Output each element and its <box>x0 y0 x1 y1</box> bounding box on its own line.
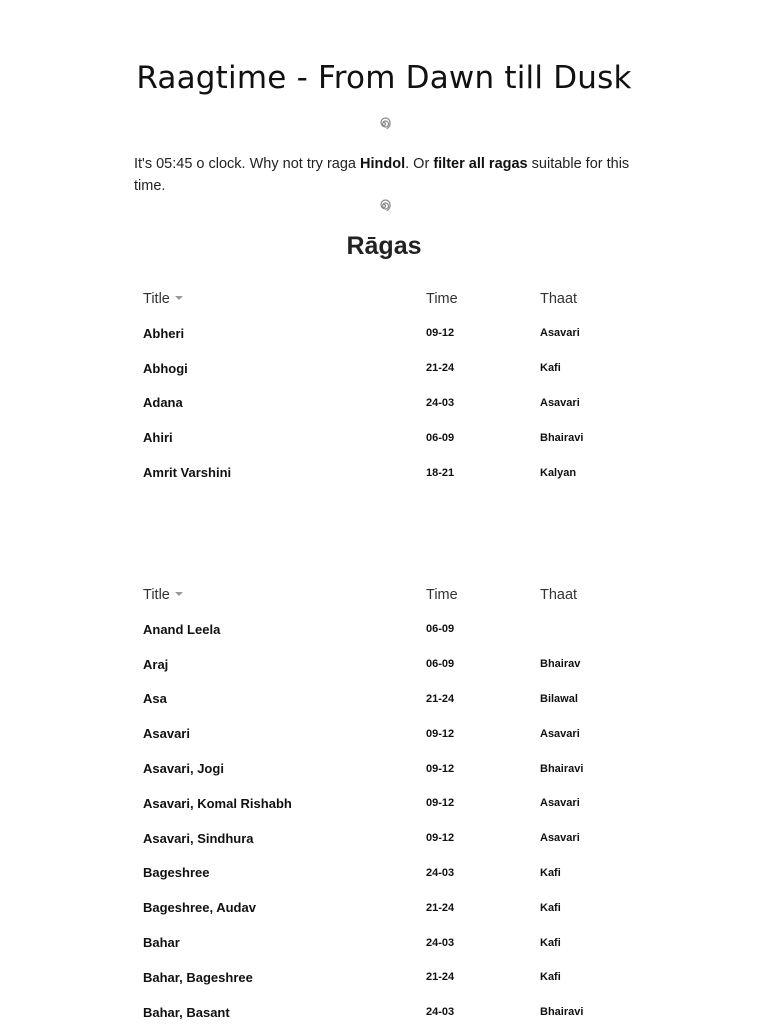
intro-text <box>134 153 654 197</box>
table-row[interactable] <box>143 856 643 891</box>
raga-time-cell: 06-09 <box>426 623 455 636</box>
title-column-header[interactable] <box>143 282 426 316</box>
raga-time-cell: 24-03 <box>426 1006 455 1019</box>
raga-thaat-cell: Asavari <box>540 797 580 810</box>
raga-thaat-cell: Kafi <box>540 362 561 375</box>
title-header-label: Title <box>143 291 170 307</box>
thaat-column-header[interactable]: Thaat <box>540 291 578 307</box>
raga-time-cell: 24-03 <box>426 396 455 409</box>
raga-time-cell: 09-12 <box>426 327 455 340</box>
table-header-row <box>143 282 643 316</box>
raga-thaat-cell: Bhairavi <box>540 431 584 444</box>
raga-title-cell[interactable]: Bageshree <box>143 865 210 881</box>
raga-thaat-cell: Asavari <box>540 727 580 740</box>
title-header-label: Title <box>143 587 170 603</box>
raga-time-cell: 09-12 <box>426 832 455 845</box>
time-column-header[interactable]: Time <box>426 291 458 307</box>
raga-title-cell[interactable]: Araj <box>143 656 169 672</box>
raga-title-cell[interactable]: Bageshree, Audav <box>143 900 256 916</box>
table-row[interactable] <box>143 612 643 647</box>
raga-time-cell: 06-09 <box>426 658 455 671</box>
raga-time-cell: 21-24 <box>426 901 455 914</box>
thaat-column-header[interactable]: Thaat <box>540 587 578 603</box>
raga-title-cell[interactable]: Anand Leela <box>143 621 221 637</box>
raga-title-cell[interactable]: Asavari, Sindhura <box>143 830 254 846</box>
raga-thaat-cell: Kalyan <box>540 466 577 479</box>
sort-caret-icon <box>175 296 183 300</box>
raga-title-cell[interactable]: Amrit Varshini <box>143 465 232 481</box>
raga-thaat-cell: Kafi <box>540 936 561 949</box>
table-row[interactable] <box>143 351 643 386</box>
raga-title-cell[interactable]: Asavari <box>143 726 190 742</box>
site-title: Raagtime - From Dawn till Dusk <box>136 60 632 96</box>
table-row[interactable] <box>143 682 643 717</box>
raga-time-cell: 24-03 <box>426 936 455 949</box>
table-row[interactable] <box>143 386 643 421</box>
raga-title-cell[interactable]: Ahiri <box>143 430 173 446</box>
raga-time-cell: 09-12 <box>426 727 455 740</box>
raga-thaat-cell: Bhairav <box>540 658 581 671</box>
ragas-table-1 <box>143 282 643 490</box>
raga-time-cell: 21-24 <box>426 692 455 705</box>
time-column-header[interactable]: Time <box>426 587 458 603</box>
table-row[interactable] <box>143 890 643 925</box>
raga-time-cell: 06-09 <box>426 431 455 444</box>
raga-title-cell[interactable]: Bahar, Bageshree <box>143 969 253 985</box>
raga-time-cell: 24-03 <box>426 866 455 879</box>
table-row[interactable] <box>143 821 643 856</box>
table-row[interactable] <box>143 647 643 682</box>
raga-title-cell[interactable]: Bahar, Basant <box>143 1004 230 1020</box>
swirl-divider-icon <box>374 114 394 134</box>
raga-title-cell[interactable]: Bahar <box>143 935 180 951</box>
title-column-header[interactable] <box>143 578 426 612</box>
intro-suffix: suitable for this time. <box>134 156 630 194</box>
intro-prefix: It's 05:45 o clock. Why not try raga <box>134 156 361 172</box>
table-row[interactable] <box>143 925 643 960</box>
raga-title-cell[interactable]: Asa <box>143 691 167 707</box>
section-title: Rāgas <box>346 232 422 260</box>
raga-thaat-cell: Kafi <box>540 971 561 984</box>
table-row[interactable] <box>143 316 643 351</box>
swirl-divider-icon <box>374 196 394 216</box>
table-row[interactable] <box>143 786 643 821</box>
table-header-row <box>143 578 643 612</box>
table-row[interactable] <box>143 751 643 786</box>
raga-time-cell: 21-24 <box>426 971 455 984</box>
table-row[interactable] <box>143 420 643 455</box>
raga-time-cell: 21-24 <box>426 362 455 375</box>
raga-title-cell[interactable]: Asavari, Jogi <box>143 761 224 777</box>
intro-middle: . Or <box>405 156 434 172</box>
sort-caret-icon <box>175 592 183 596</box>
raga-title-cell[interactable]: Abheri <box>143 325 185 341</box>
raga-time-cell: 18-21 <box>426 466 455 479</box>
table-row[interactable] <box>143 455 643 490</box>
raga-thaat-cell: Kafi <box>540 901 561 914</box>
filter-ragas-link[interactable]: filter all ragas <box>433 156 528 172</box>
table-row[interactable] <box>143 995 643 1030</box>
raga-title-cell[interactable]: Adana <box>143 395 183 411</box>
suggested-raga-link[interactable]: Hindol <box>360 156 406 172</box>
raga-thaat-cell: Bhairavi <box>540 1006 584 1019</box>
raga-thaat-cell: Bhairavi <box>540 762 584 775</box>
raga-thaat-cell: Kafi <box>540 866 561 879</box>
table-row[interactable] <box>143 716 643 751</box>
raga-time-cell: 09-12 <box>426 762 455 775</box>
raga-thaat-cell: Asavari <box>540 832 580 845</box>
ragas-table-2 <box>143 578 643 1030</box>
raga-thaat-cell: Asavari <box>540 327 580 340</box>
raga-thaat-cell <box>540 612 643 647</box>
raga-title-cell[interactable]: Asavari, Komal Rishabh <box>143 795 292 811</box>
raga-thaat-cell: Bilawal <box>540 692 578 705</box>
raga-title-cell[interactable]: Abhogi <box>143 360 188 376</box>
raga-thaat-cell: Asavari <box>540 396 580 409</box>
raga-time-cell: 09-12 <box>426 797 455 810</box>
table-row[interactable] <box>143 960 643 995</box>
